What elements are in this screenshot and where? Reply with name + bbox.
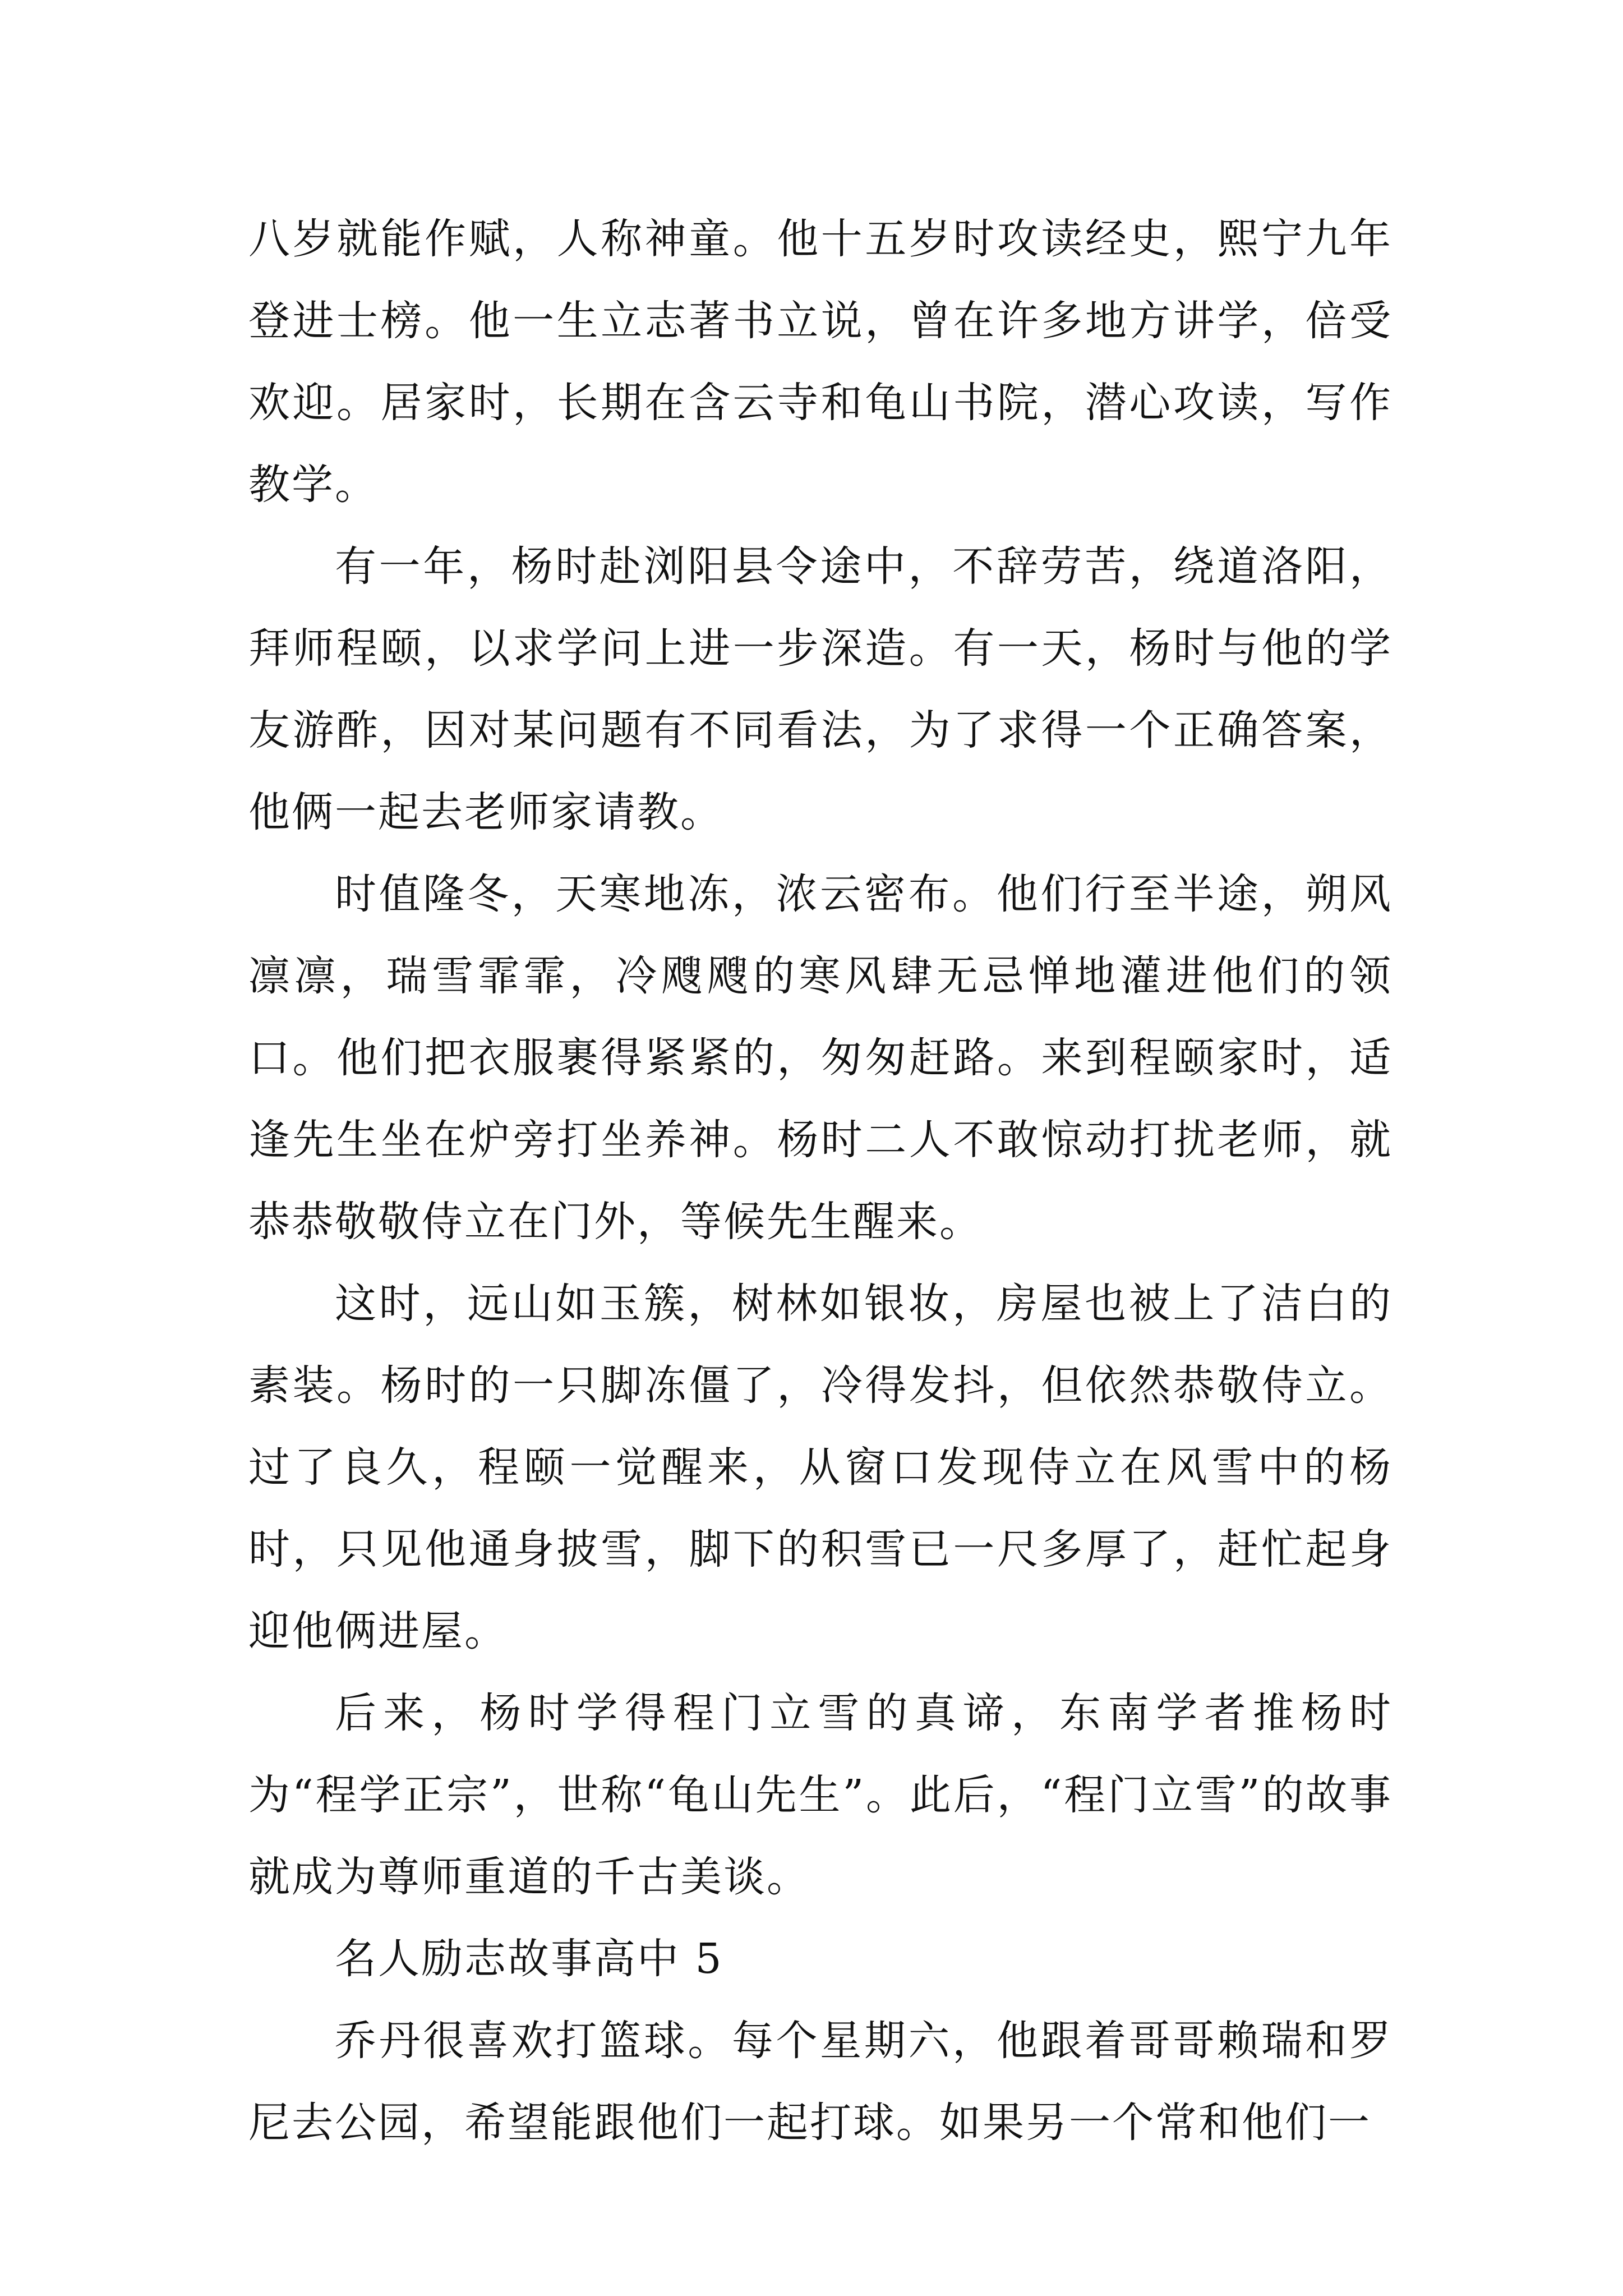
section-heading: 名人励志故事高中 5 [335,1935,723,1983]
paragraph-1: 八岁就能作赋，人称神童。他十五岁时攻读经史，熙宁九年登进士榜。他一生立志著书立说，曾在许多地方讲学，倍受欢迎。居家时，长期在含云寺和龟山书院，潜心攻读，写作教学。 [248,215,1393,509]
paragraph-2: 有一年，杨时赴浏阳县令途中，不辞劳苦，绕道洛阳，拜师程颐，以求学问上进一步深造。有一天，杨时与他的学友游酢，因对某问题有不同看法，为了求得一个正确答案，他俩一起去老师家请教。 [248,542,1393,836]
document-body [248,198,1393,2164]
paragraph-4: 这时，远山如玉簇，树林如银妆，房屋也被上了洁白的素装。杨时的一只脚冻僵了，冷得发抖，但依然恭敬侍立。过了良久，程颐一觉醒来，从窗口发现侍立在风雪中的杨时，只见他通身披雪，脚下的积雪已一尺多厚了，赶忙起身迎他俩进屋。 [248,1280,1393,1655]
paragraph-5: 后来，杨时学得程门立雪的真谛，东南学者推杨时为“程学正宗”，世称“龟山先生”。此后，“程门立雪”的故事就成为尊师重道的千古美谈。 [248,1689,1393,1901]
paragraph-3: 时值隆冬，天寒地冻，浓云密布。他们行至半途，朔风凛凛，瑞雪霏霏，冷飕飕的寒风肆无忌惮地灌进他们的领口。他们把衣服裹得紧紧的，匆匆赶路。来到程颐家时，适逢先生坐在炉旁打坐养神。杨时二人不敢惊动打扰老师，就恭恭敬敬侍立在门外，等候先生醒来。 [248,870,1393,1246]
paragraph-6: 乔丹很喜欢打篮球。每个星期六，他跟着哥哥赖瑞和罗尼去公园，希望能跟他们一起打球。如果另一个常和他们一 [248,2017,1393,2147]
